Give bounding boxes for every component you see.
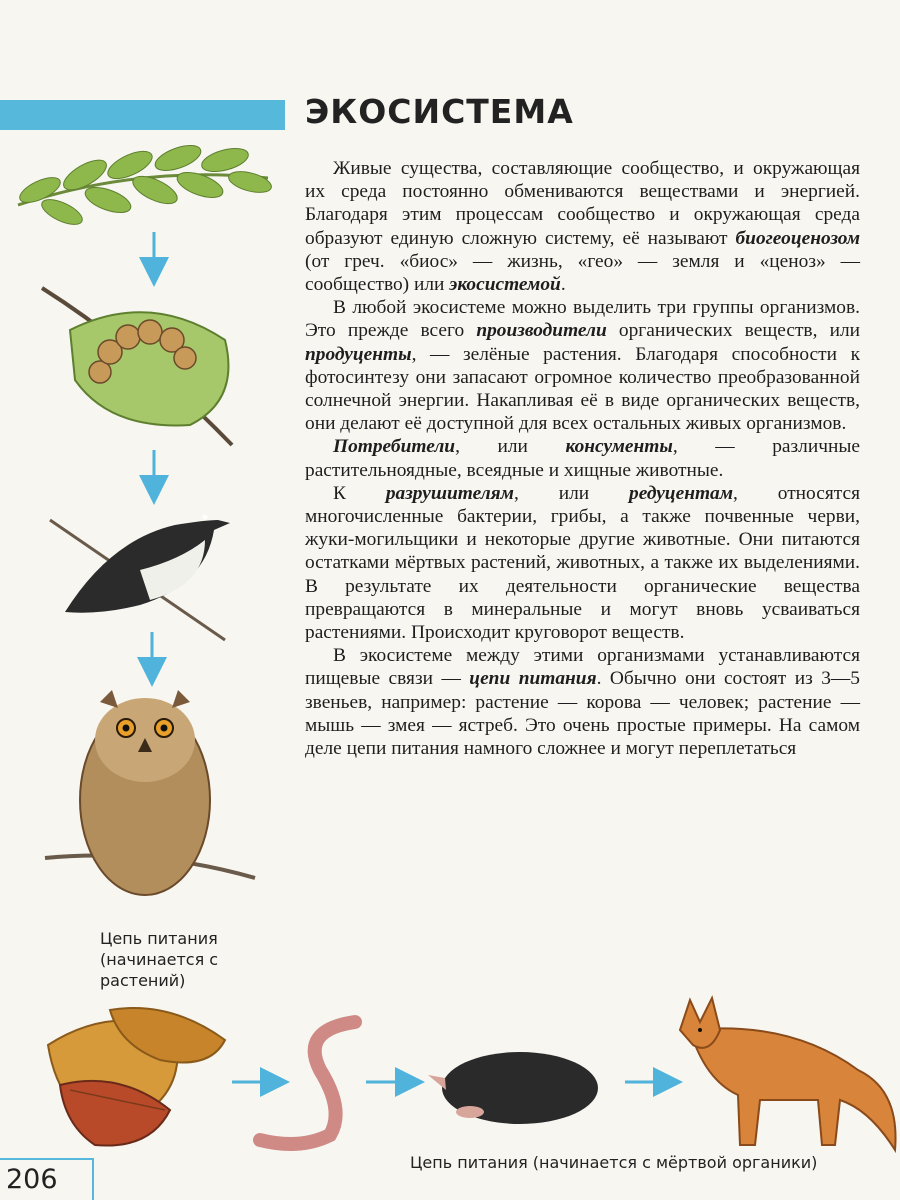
term-biogeocenosis: биогеоценозом [735, 227, 860, 249]
plant-branch-illustration [16, 140, 273, 229]
mole-illustration [428, 1052, 598, 1124]
caption-chain-from-plants: Цепь питания (начинается с растений) [100, 929, 219, 990]
paragraph-4: К разрушителям, или редуцентам, относятся многочисленные бактерии, грибы, а также почвенные черви, жуки-могильщики и некоторые другие животные. Они питаются остатками мёртвых растений, животных, а также их выделениями. В результате их деятельности органические вещества превращаются в минеральные и могут вновь усваиваться растениями. Происходит круговорот веществ. [305, 482, 860, 644]
paragraph-3: Потребители, или консументы, — различные растительноядные, всеядные и хищные животные. [305, 436, 860, 481]
term-produtsenty: продуценты [305, 343, 412, 365]
page-number: 206 [0, 1158, 94, 1200]
fox-illustration [680, 998, 896, 1150]
page-title: ЭКОСИСТЕМА [305, 92, 574, 131]
owl-illustration [45, 690, 255, 895]
paragraph-2: В любой экосистеме можно выделить три группы организмов. Это прежде всего производители органических веществ, или продуценты, — зелёные растения. Благодаря способности к фотосинтезу они запасают огромное количество преобразованной солнечной энергии. Накапливая её в виде органических веществ, они делают её доступной для всех остальных живых организмов. [305, 297, 860, 435]
paragraph-5: В экосистеме между этими организмами устанавливаются пищевые связи — цепи питания. Обычно они состоят из 3—5 звеньев, например: растение — корова — человек; растение — мышь — змея — ястреб. Это очень простые примеры. На самом деле цепи питания намного сложнее и могут переплетаться [305, 645, 860, 760]
caption-chain-from-dead-organics: Цепь питания (начинается с мёртвой органики) [410, 1153, 818, 1172]
term-consumers: Потребители [333, 436, 456, 458]
term-ecosystem: экосистемой [449, 274, 561, 296]
term-producers: производители [476, 320, 607, 342]
bird-illustration [50, 515, 230, 641]
caterpillar-illustration [42, 288, 232, 445]
term-redutsenty: редуцентам [629, 482, 734, 504]
fallen-leaves-illustration [48, 1008, 225, 1146]
term-decomposers: разрушителям [385, 482, 514, 504]
term-konsumenty: консументы [565, 436, 673, 458]
paragraph-1: Живые существа, составляющие сообщество, и окружающая их среда постоянно обмениваются веществами и энергией. Благодаря этим процессам сообщество и окружающая среда образуют единую сложную систему, её называют биогеоценозом (от греч. «биос» — жизнь, «гео» — земля и «ценоз» — сообщество) или экосистемой. [305, 158, 860, 296]
body-text [305, 157, 860, 760]
term-food-chains: цепи питания [469, 668, 597, 690]
